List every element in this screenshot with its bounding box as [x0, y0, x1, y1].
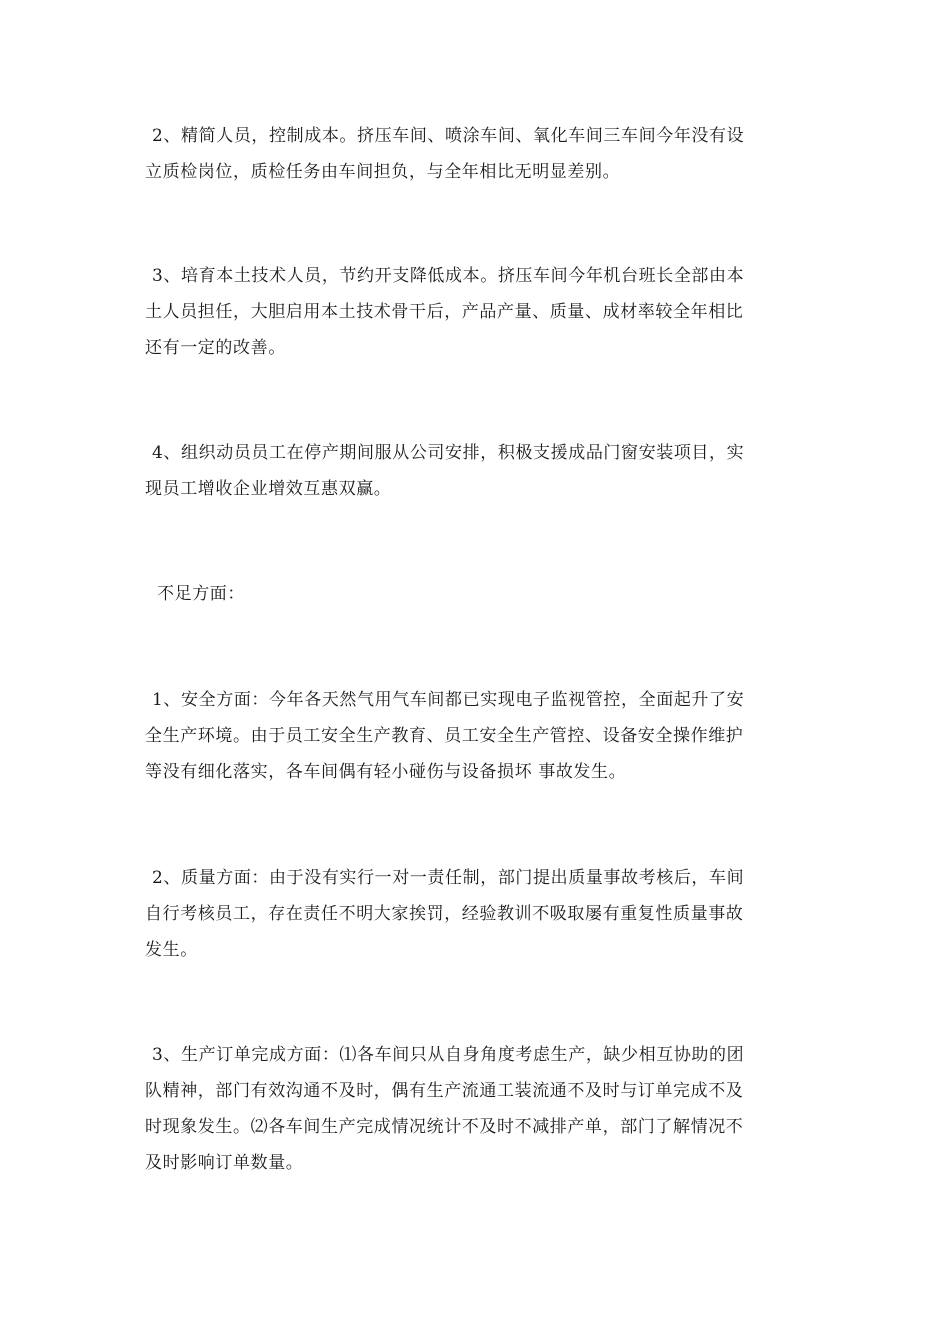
paragraph-line: 时现象发生。⑵各车间生产完成情况统计不及时不减排产单，部门了解情况不: [145, 1117, 744, 1137]
paragraph-line: 2、质量方面：由于没有实行一对一责任制，部门提出质量事故考核后，车间: [152, 868, 745, 888]
paragraph-line: 现员工增收企业增效互惠双赢。: [145, 479, 392, 499]
section-heading-text: 不足方面：: [157, 584, 245, 604]
paragraph-line: 土人员担任，大胆启用本土技术骨干后，产品产量、质量、成材率较全年相比: [145, 302, 744, 322]
paragraph-line: 2、精简人员，控制成本。挤压车间、喷涂车间、氧化车间三车间今年没有设: [152, 126, 745, 146]
paragraph-quality: [145, 860, 810, 968]
paragraph-line: 3、培育本土技术人员，节约开支降低成本。挤压车间今年机台班长全部由本: [152, 266, 745, 286]
paragraph-line: 1、安全方面：今年各天然气用气车间都已实现电子监视管控，全面起升了安: [152, 690, 745, 710]
paragraph-line: 等没有细化落实，各车间偶有轻小碰伤与设备损坏 事故发生。: [145, 762, 627, 782]
paragraph-safety: [145, 682, 810, 790]
paragraph-line: 立质检岗位，质检任务由车间担负，与全年相比无明显差别。: [145, 162, 621, 182]
paragraph-line: 还有一定的改善。: [145, 338, 286, 358]
section-heading-shortcomings: [145, 576, 810, 612]
paragraph-line: 自行考核员工，存在责任不明大家挨罚，经验教训不吸取屡有重复性质量事故: [145, 904, 744, 924]
paragraph-organize-staff: [145, 435, 810, 507]
paragraph-local-technicians: [145, 258, 810, 366]
paragraph-line: 3、生产订单完成方面：⑴各车间只从自身角度考虑生产，缺少相互协助的团: [152, 1045, 745, 1065]
paragraph-line: 队精神，部门有效沟通不及时，偶有生产流通工装流通不及时与订单完成不及: [145, 1081, 744, 1101]
paragraph-streamline-staff: [145, 118, 810, 190]
paragraph-orders: [145, 1037, 810, 1181]
paragraph-line: 4、组织动员员工在停产期间服从公司安排，积极支援成品门窗安装项目，实: [152, 443, 745, 463]
paragraph-line: 发生。: [145, 940, 198, 960]
paragraph-line: 全生产环境。由于员工安全生产教育、员工安全生产管控、设备安全操作维护: [145, 726, 744, 746]
paragraph-line: 及时影响订单数量。: [145, 1153, 304, 1173]
